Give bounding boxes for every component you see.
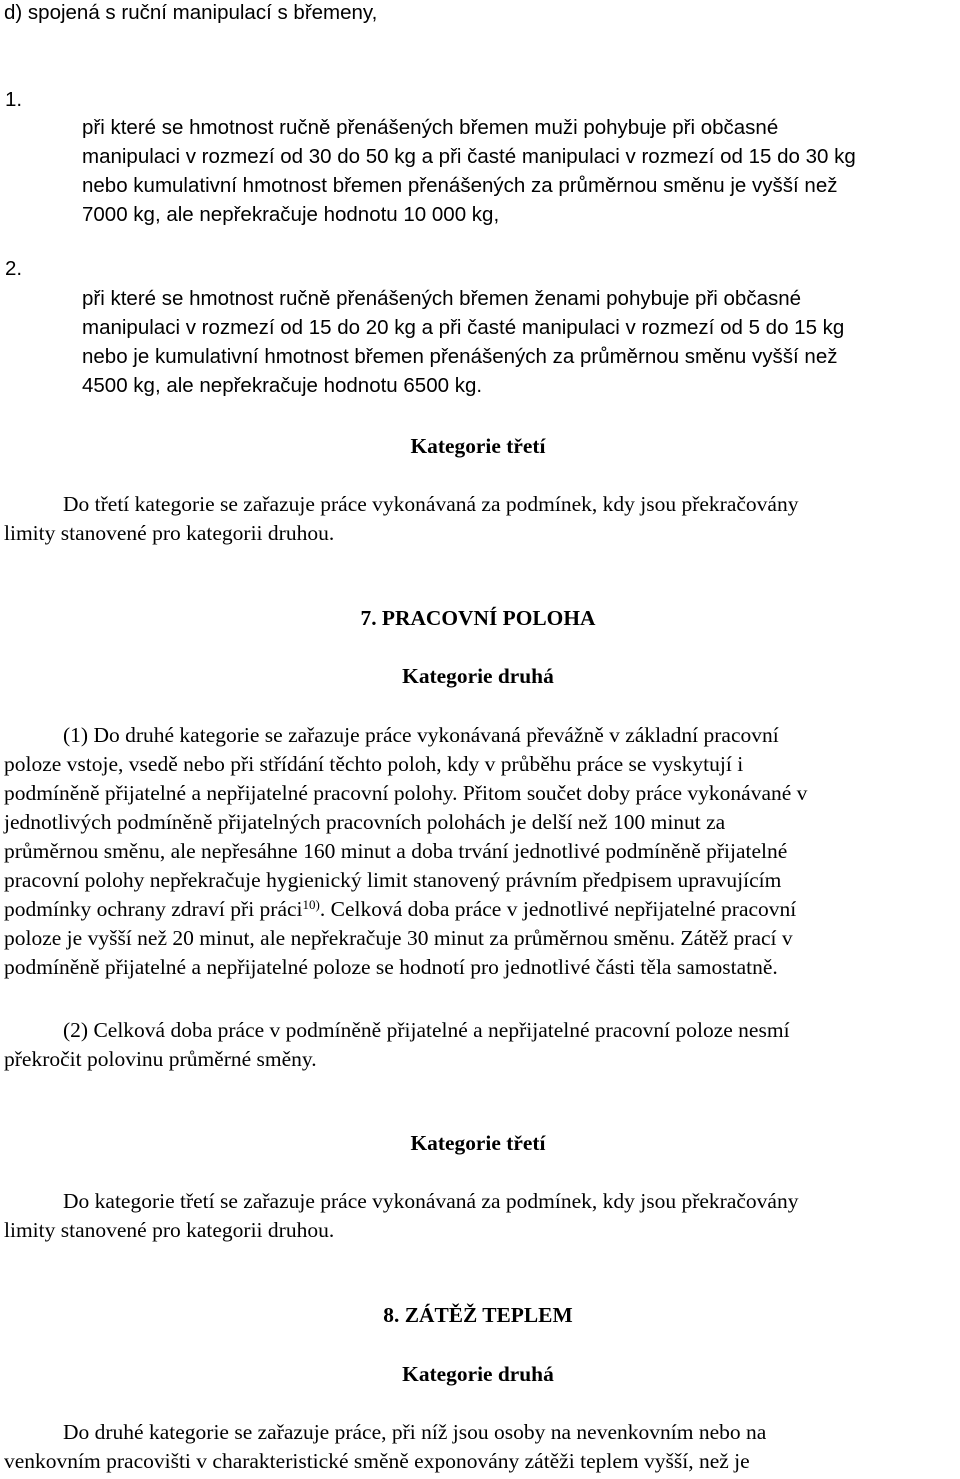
paragraph-line: Do třetí kategorie se zařazuje práce vykonávaná za podmínek, kdy jsou překračovány [63, 492, 799, 516]
section-title-pracovni-poloha: 7. PRACOVNÍ POLOHA [360, 606, 596, 630]
footnote-reference: 10) [302, 897, 320, 912]
heading-kategorie-druha: Kategorie druhá [402, 664, 554, 688]
list-item-1-line: při které se hmotnost ručně přenášených břemen muži pohybuje při občasné [82, 116, 779, 139]
list-item-1-line: 7000 kg, ale nepřekračuje hodnotu 10 000 kg, [82, 203, 500, 226]
paragraph-line: průměrnou směnu, ale nepřesáhne 160 minut a doba trvání jednotlivé podmíněně přijatelné [4, 839, 788, 863]
heading-kategorie-druha: Kategorie druhá [402, 1362, 554, 1386]
list-number-2: 2. [5, 257, 23, 280]
paragraph-line: poloze je vyšší než 20 minut, ale nepřekračuje 30 minut za průměrnou směnu. Zátěž prací v [4, 926, 793, 950]
paragraph-line: Do kategorie třetí se zařazuje práce vykonávaná za podmínek, kdy jsou překračovány [63, 1189, 799, 1213]
paragraph-line: (2) Celková doba práce v podmíněně přijatelné a nepřijatelné pracovní poloze nesmí [63, 1018, 790, 1042]
paragraph-line: pracovní polohy nepřekračuje hygienický limit stanovený právním předpisem upravujícím [4, 868, 782, 892]
heading-kategorie-treti: Kategorie třetí [410, 1131, 546, 1155]
list-item-2-line: nebo je kumulativní hmotnost břemen přenášených za průměrnou směnu vyšší než [82, 345, 838, 368]
paragraph-line: (1) Do druhé kategorie se zařazuje práce vykonávaná převážně v základní pracovní [63, 723, 779, 747]
section-title-zatez-teplem: 8. ZÁTĚŽ TEPLEM [383, 1303, 573, 1327]
heading-kategorie-treti: Kategorie třetí [410, 434, 546, 458]
list-item-2-line: manipulaci v rozmezí od 15 do 20 kg a při časté manipulaci v rozmezí od 5 do 15 kg [82, 316, 845, 339]
list-item-d: d) spojená s ruční manipulací s břemeny, [4, 1, 378, 24]
paragraph-line: Do druhé kategorie se zařazuje práce, při níž jsou osoby na nevenkovním nebo na [63, 1420, 767, 1444]
paragraph-text: . Celková doba práce v jednotlivé nepřijatelné pracovní [319, 897, 797, 921]
list-item-2-line: 4500 kg, ale nepřekračuje hodnotu 6500 kg. [82, 374, 483, 397]
paragraph-line: poloze vstoje, vsedě nebo při střídání těchto poloh, kdy v průběhu práce se vyskytují i [4, 752, 744, 776]
list-item-2-line: při které se hmotnost ručně přenášených břemen ženami pohybuje při občasné [82, 287, 802, 310]
list-item-1-line: manipulaci v rozmezí od 30 do 50 kg a při časté manipulaci v rozmezí od 15 do 30 kg [82, 145, 856, 168]
paragraph-line: podmíněně přijatelné a nepřijatelné poloze se hodnotí pro jednotlivé části těla samostatně. [4, 955, 778, 979]
list-number-1: 1. [5, 88, 23, 111]
paragraph-line: venkovním pracovišti v charakteristické směně exponovány zátěži teplem vyšší, než je [4, 1449, 750, 1473]
paragraph-text: podmínky ochrany zdraví při práci [4, 897, 303, 921]
list-item-1-line: nebo kumulativní hmotnost břemen přenášených za průměrnou směnu je vyšší než [82, 174, 838, 197]
paragraph-line: limity stanovené pro kategorii druhou. [4, 521, 335, 545]
paragraph-line: jednotlivých podmíněně přijatelných pracovních polohách je delší než 100 minut za [4, 810, 726, 834]
paragraph-line: překročit polovinu průměrné směny. [4, 1047, 317, 1071]
paragraph-line [4, 895, 796, 924]
paragraph-line: podmíněně přijatelné a nepřijatelné pracovní polohy. Přitom součet doby práce vykonávané v [4, 781, 808, 805]
paragraph-line: limity stanovené pro kategorii druhou. [4, 1218, 335, 1242]
